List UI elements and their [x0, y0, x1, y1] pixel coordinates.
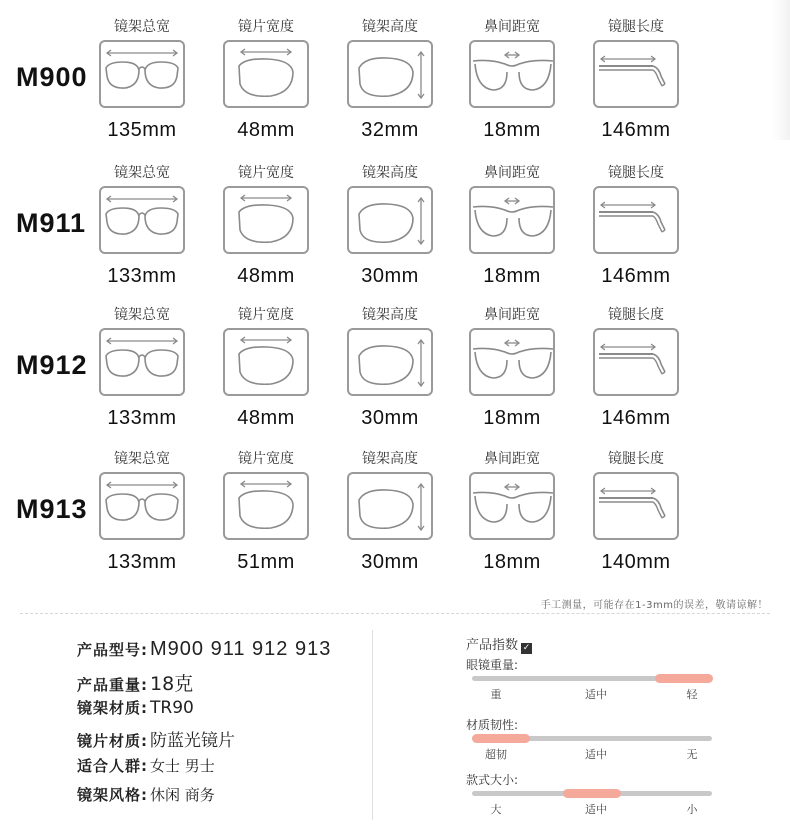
temple-length-icon [593, 328, 679, 396]
spec-value: 防蓝光镜片 [150, 731, 235, 751]
index-tick: 适中 [585, 803, 607, 816]
index-tick: 轻 [686, 688, 698, 701]
measure-value: 18mm [483, 551, 541, 573]
measure-value: 18mm [483, 265, 541, 287]
lens-width-icon [223, 186, 309, 254]
measure-caption: 镜腿长度 [608, 165, 664, 181]
frame-width-icon [99, 186, 185, 254]
model-label: M912 [16, 350, 88, 380]
spec-row [77, 697, 194, 718]
index-tick: 超韧 [485, 748, 507, 761]
measure-caption: 鼻间距宽 [484, 165, 540, 181]
bridge-width-icon [469, 40, 555, 108]
index-label: 材质韧性: [466, 718, 519, 732]
measure-value: 133mm [107, 407, 177, 429]
measure-value: 30mm [361, 551, 419, 573]
index-level-marker [472, 734, 530, 743]
spec-label: 镜架材质: [77, 699, 148, 717]
spec-label: 产品重量: [77, 676, 148, 694]
frame-height-icon [347, 472, 433, 540]
measure-caption: 镜片宽度 [238, 165, 294, 181]
measure-value: 140mm [601, 551, 671, 573]
measure-caption: 镜架总宽 [114, 19, 170, 35]
index-bar [472, 791, 712, 796]
measure-caption: 镜架高度 [362, 451, 418, 467]
measure-caption: 镜架总宽 [114, 165, 170, 181]
spec-value: TR90 [150, 698, 194, 718]
measure-caption: 镜片宽度 [238, 19, 294, 35]
measure-caption: 鼻间距宽 [484, 451, 540, 467]
frame-height-icon [347, 40, 433, 108]
index-title-text: 产品指数 [466, 638, 519, 653]
frame-width-icon [99, 40, 185, 108]
lens-width-icon [223, 40, 309, 108]
index-level-marker [655, 674, 713, 683]
spec-value: 女士 男士 [150, 757, 215, 775]
measure-caption: 鼻间距宽 [484, 307, 540, 323]
frame-width-icon [99, 328, 185, 396]
measurement-note: 手工测量，可能存在1-3mm的误差，敬请谅解！ [540, 600, 768, 611]
bridge-width-icon [469, 186, 555, 254]
measure-value: 135mm [107, 119, 177, 141]
spec-label: 产品型号: [77, 641, 148, 659]
index-label: 款式大小: [466, 773, 519, 787]
measure-value: 146mm [601, 119, 671, 141]
index-tick: 大 [490, 803, 502, 816]
measure-value: 146mm [601, 407, 671, 429]
index-tick: 小 [686, 803, 698, 816]
check-box-icon: ✓ [522, 643, 531, 653]
temple-length-icon [593, 186, 679, 254]
index-bar [472, 736, 712, 741]
index-level-marker [563, 789, 621, 798]
measure-caption: 镜腿长度 [608, 19, 664, 35]
measure-value: 48mm [237, 407, 295, 429]
model-label: M900 [16, 62, 88, 92]
measure-caption: 镜架高度 [362, 307, 418, 323]
measure-caption: 镜腿长度 [608, 307, 664, 323]
lens-width-icon [223, 472, 309, 540]
spec-row [77, 669, 193, 696]
measure-value: 133mm [107, 551, 177, 573]
measure-caption: 镜片宽度 [238, 451, 294, 467]
measure-value: 48mm [237, 119, 295, 141]
index-bar [472, 676, 712, 681]
index-tick: 适中 [585, 748, 607, 761]
index-tick: 重 [490, 688, 502, 701]
index-title [466, 634, 532, 654]
measure-value: 18mm [483, 119, 541, 141]
measure-caption: 镜架总宽 [114, 451, 170, 467]
measure-caption: 镜架高度 [362, 19, 418, 35]
measure-caption: 镜片宽度 [238, 307, 294, 323]
spec-value: 18克 [150, 673, 194, 695]
frame-width-icon [99, 472, 185, 540]
measure-value: 133mm [107, 265, 177, 287]
measure-value: 30mm [361, 265, 419, 287]
index-tick: 适中 [585, 688, 607, 701]
spec-row [77, 638, 331, 661]
measure-caption: 镜架高度 [362, 165, 418, 181]
bridge-width-icon [469, 472, 555, 540]
measure-caption: 镜腿长度 [608, 451, 664, 467]
measure-value: 30mm [361, 407, 419, 429]
temple-length-icon [593, 40, 679, 108]
spec-value: 休闲 商务 [150, 786, 215, 804]
lens-width-icon [223, 328, 309, 396]
index-tick: 无 [686, 748, 698, 761]
model-label: M911 [16, 208, 87, 238]
vertical-divider [372, 630, 373, 820]
spec-label: 镜片材质: [77, 732, 148, 750]
spec-row [77, 726, 235, 751]
spec-label: 适合人群: [77, 757, 148, 775]
index-label: 眼镜重量: [466, 658, 519, 672]
spec-value: M900 911 912 913 [150, 638, 332, 660]
measure-value: 51mm [237, 551, 295, 573]
measure-value: 48mm [237, 265, 295, 287]
spec-label: 镜架风格: [77, 786, 148, 804]
frame-height-icon [347, 186, 433, 254]
edge-shade [772, 0, 790, 140]
frame-height-icon [347, 328, 433, 396]
temple-length-icon [593, 472, 679, 540]
model-label: M913 [16, 494, 88, 524]
measure-caption: 鼻间距宽 [484, 19, 540, 35]
bridge-width-icon [469, 328, 555, 396]
spec-row [77, 755, 215, 776]
measure-value: 18mm [483, 407, 541, 429]
measure-caption: 镜架总宽 [114, 307, 170, 323]
measure-value: 32mm [361, 119, 419, 141]
spec-row [77, 784, 215, 805]
divider [20, 613, 770, 614]
measure-value: 146mm [601, 265, 671, 287]
